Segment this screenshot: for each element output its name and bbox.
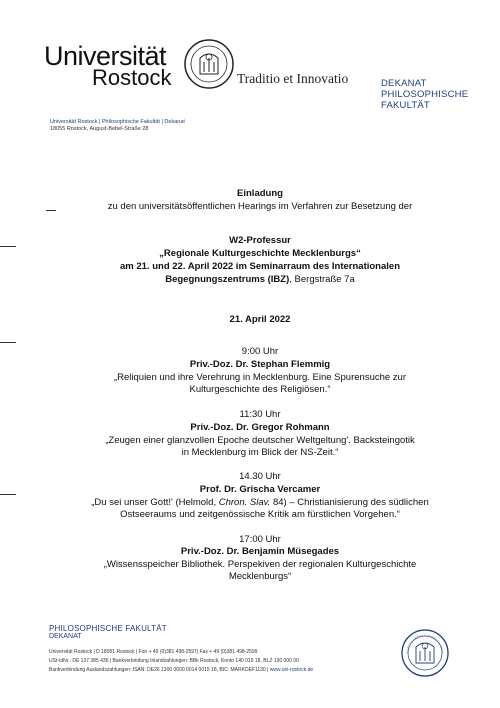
fold-mark: [0, 246, 16, 247]
website-link[interactable]: www.uni-rostock.de: [269, 667, 314, 673]
day-heading: 21. April 2022: [229, 314, 291, 325]
talk-title-line: „Wissensspeicher Bibliothek. Perspekiven der regionalen Kulturgeschichte: [103, 559, 417, 570]
footer-bank-line: [49, 667, 313, 673]
talk-title-line: Mecklenburgs“: [228, 571, 292, 582]
university-name: Universität: [44, 41, 167, 71]
talk-time: 9:00 Uhr: [241, 346, 279, 357]
university-motto: Traditio et Innovatio: [237, 71, 349, 86]
university-city: Rostock: [92, 65, 172, 90]
talk-title-line: [40, 497, 480, 509]
address-line-2: 18055 Rostock, August-Bebel-Straße 28: [50, 126, 149, 132]
sender-address: [50, 119, 185, 133]
university-seal-icon: [400, 628, 450, 678]
fold-mark: [0, 494, 16, 495]
talk-time: 14.30 Uhr: [239, 471, 281, 482]
venue-address: , Bergstraße 7a: [289, 274, 355, 285]
talk-title-line: Kulturgeschichte des Religiösen.“: [189, 384, 331, 395]
dekanat-line-3: FAKULTÄT: [381, 100, 430, 111]
talk-speaker: Prof. Dr. Grischa Vercamer: [199, 484, 321, 495]
talk-title-line: Ostseeraums und zeitgenössische Kritik am fürstlichen Vorgehen.“: [120, 509, 400, 520]
invitation-subtitle: zu den universitätsöffentlichen Hearings im Verfahren zur Besetzung der: [107, 201, 413, 212]
punch-mark: [0, 342, 16, 343]
address-line-1: Universität Rostock | Philosophische Fakultät | Dekanat: [50, 119, 185, 125]
footer-contact-line: Universität Rostock | D 18051 Rostock | Fon + 49 (0)381 498-2597| Fax + 49 (0)381 498-2599: [49, 649, 258, 655]
university-seal-icon: [183, 38, 235, 90]
talk-speaker: Priv.-Doz. Dr. Benjamin Müsegades: [180, 546, 340, 557]
footer-bank-line: USt-IdNr.: DE 137 385 436 | Bankverbindung Inlandzahlungen: BBk Rostock, Konto 140 015 18, BLZ 130 000 00: [49, 658, 299, 664]
talk-title-italic: Chron. Slav.: [218, 497, 271, 508]
talk-title-line: „Zeugen einer glanzvollen Epoche deutscher Weltgeltung'. Backsteingotik: [105, 435, 415, 446]
dates-line: am 21. und 22. April 2022 im Seminarraum des Internationalen: [120, 261, 400, 272]
talk-title-part: 84) – Christianisierung des südlichen: [270, 497, 429, 508]
talk-time: 17:00 Uhr: [239, 534, 281, 545]
talk-speaker: Priv.-Doz. Dr. Stephan Flemmig: [189, 359, 331, 370]
dekanat-line-1: DEKANAT: [381, 78, 427, 89]
venue-name: Begegnungszentrums (IBZ): [165, 274, 290, 285]
talk-time: 11:30 Uhr: [239, 409, 281, 420]
footer-bank-text: Bankverbindung Auslandszahlungen: ISAN: DE26 1300 0000 0014 0015 18, BIC: MARKDEF1130 |: [49, 667, 270, 673]
talk-title-part: „Du sei unser Gott!' (Helmold,: [91, 497, 219, 508]
talk-title-line: in Mecklenburg im Blick der NS-Zeit.“: [181, 447, 339, 458]
talk-speaker: Priv.-Doz. Dr. Gregor Rohmann: [190, 422, 330, 433]
footer-dekanat: DEKANAT: [49, 633, 82, 640]
dekanat-heading: [381, 78, 468, 111]
invitation-title: Einladung: [237, 188, 283, 199]
chair-title: „Regionale Kulturgeschichte Mecklenburgs“: [159, 248, 361, 259]
talk-title-line: „Reliquien und ihre Verehrung in Mecklenburg. Eine Spurensuche zur: [113, 372, 407, 383]
position-title: W2-Professur: [229, 235, 291, 246]
dekanat-line-2: PHILOSOPHISCHE: [381, 89, 469, 100]
venue-line: [40, 274, 480, 286]
footer-faculty: PHILOSOPHISCHE FAKULTÄT: [49, 624, 167, 633]
